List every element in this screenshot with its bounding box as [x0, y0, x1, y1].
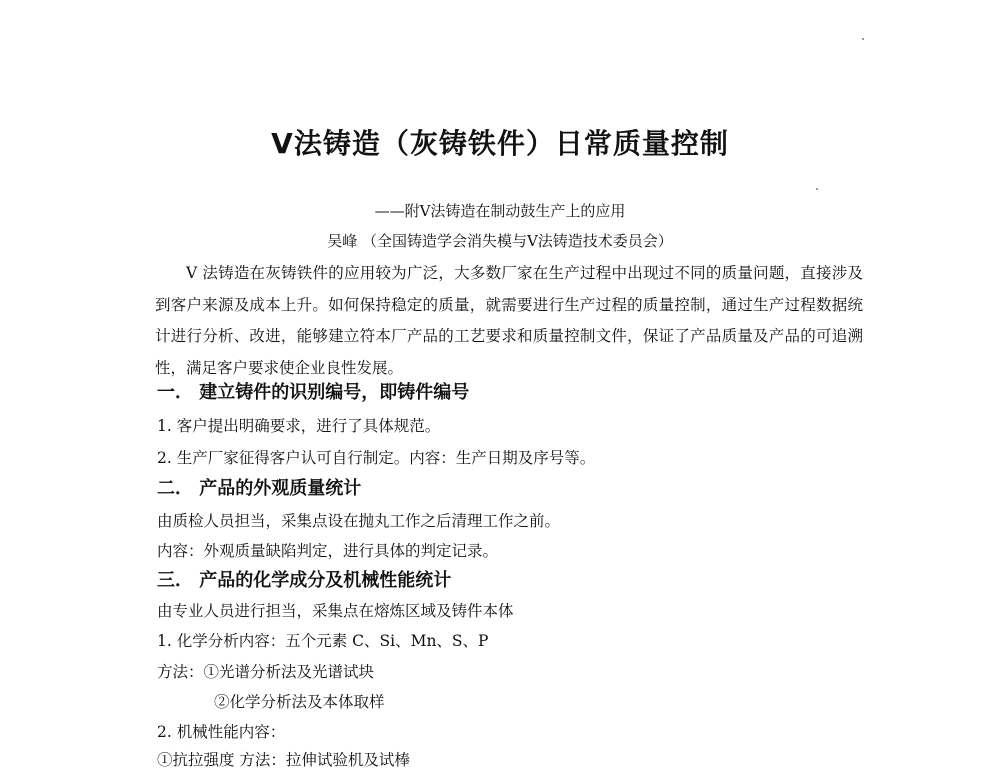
section-heading-3: 三． 产品的化学成分及机械性能统计	[157, 570, 452, 591]
section-3-line-5: 2. 机械性能内容：	[157, 723, 286, 741]
section-2-line-2: 内容：外观质量缺陷判定，进行具体的判定记录。	[157, 542, 499, 560]
section-1-line-2: 2. 生产厂家征得客户认可自行制定。内容：生产日期及序号等。	[157, 449, 596, 467]
intro-paragraph: V 法铸造在灰铸铁件的应用较为广泛，大多数厂家在生产过程中出现过不同的质量问题，直接涉及到客户来源及成本上升。如何保持稳定的质量，就需要进行生产过程的质量控制，通过生产过程数据统计进行分析、改进，能够建立符本厂产品的工艺要求和质量控制文件，保证了产品质量及产品的可追溯性，满足客户要求使企业良性发展。	[155, 264, 863, 377]
section-2-line-1: 由质检人员担当，采集点设在抛丸工作之后清理工作之前。	[157, 512, 561, 530]
section-3-line-2: 1. 化学分析内容：五个元素 C、Si、Mn、S、P	[157, 632, 489, 650]
subtitle: ——附V法铸造在制动鼓生产上的应用	[374, 202, 626, 220]
author-line: 吴峰 （全国铸造学会消失模与V法铸造技术委员会）	[327, 232, 673, 250]
section-1-line-1: 1. 客户提出明确要求，进行了具体规范。	[157, 417, 441, 435]
section-heading-2: 二． 产品的外观质量统计	[157, 478, 362, 499]
section-3-line-6: ①抗拉强度 方法：拉伸试验机及试棒	[157, 751, 410, 769]
scan-speck	[816, 188, 818, 190]
section-heading-1: 一． 建立铸件的识别编号，即铸件编号	[157, 382, 470, 403]
section-3-line-3: 方法：①光谱分析法及光谱试块	[157, 663, 375, 681]
section-3-line-1: 由专业人员进行担当，采集点在熔炼区域及铸件本体	[157, 602, 514, 620]
section-3-line-4: ②化学分析法及本体取样	[214, 693, 385, 711]
scan-speck	[862, 38, 864, 40]
page-title: V法铸造（灰铸铁件）日常质量控制	[271, 127, 729, 160]
